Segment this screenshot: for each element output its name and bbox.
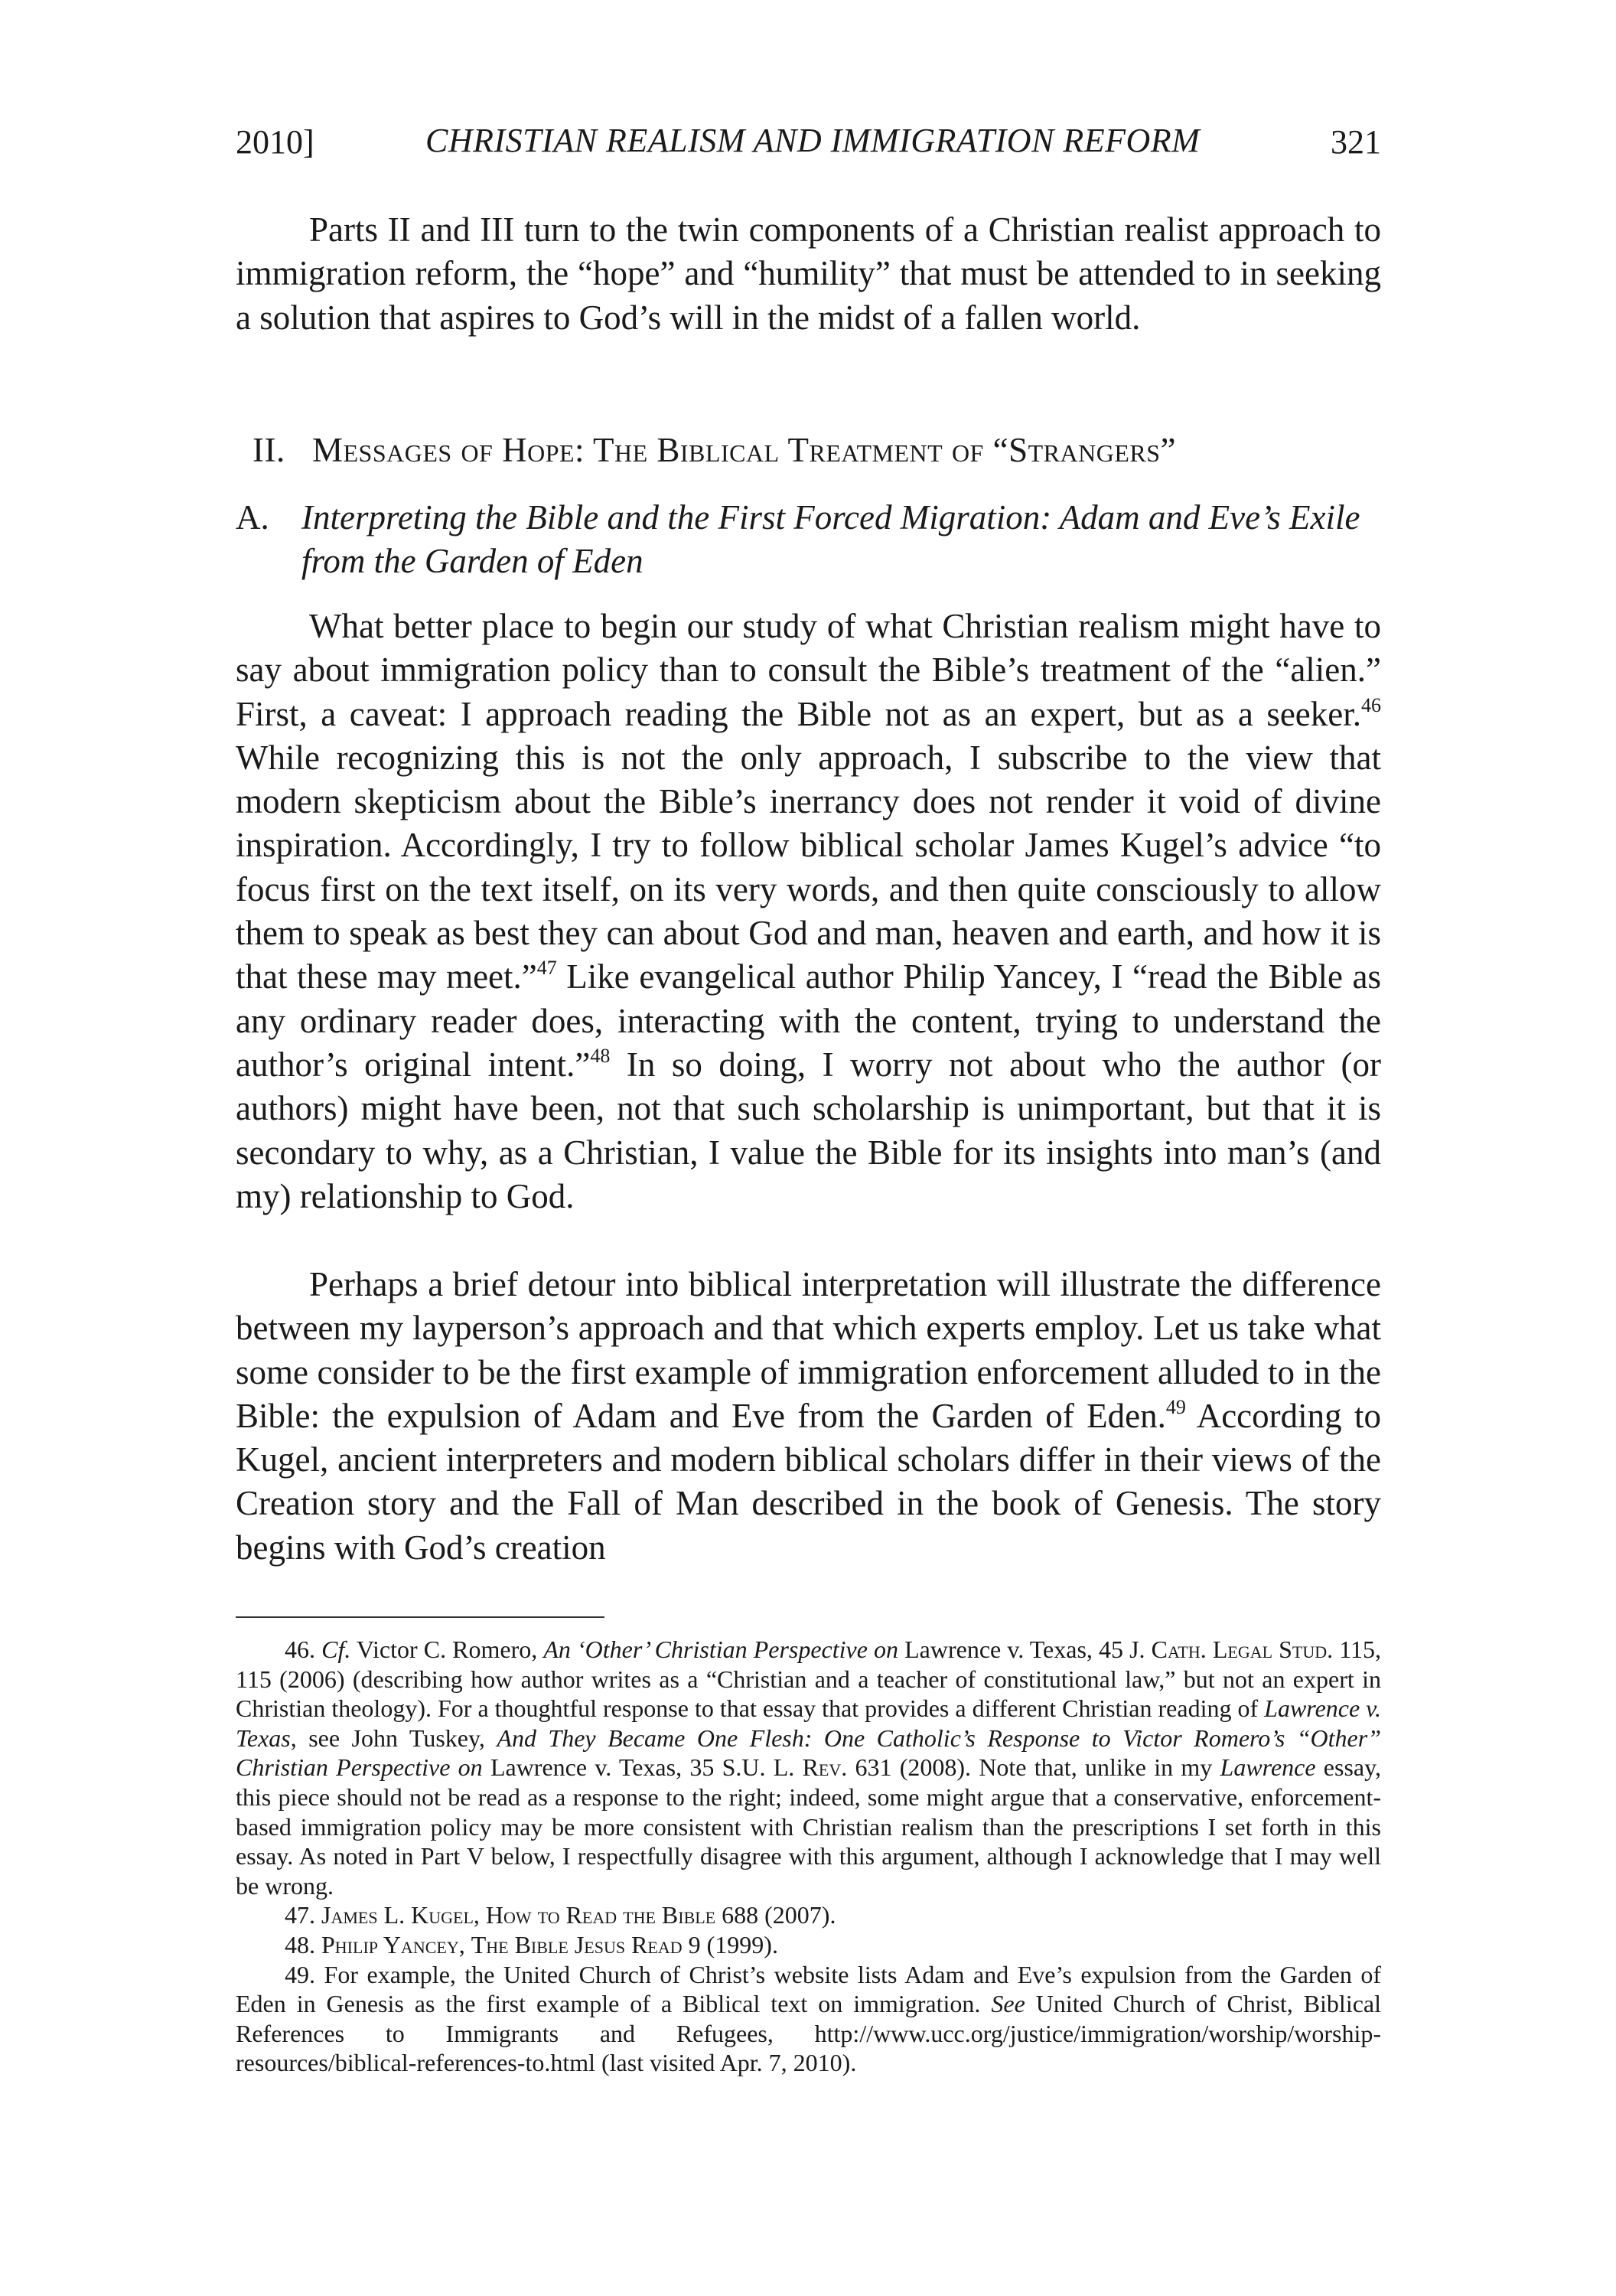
part-numeral: II. xyxy=(252,431,285,469)
footnote-ref-46[interactable]: 46 xyxy=(1361,693,1381,716)
fn48-sep: , xyxy=(458,1930,471,1958)
body-paragraph-2 xyxy=(236,1263,1381,1570)
footnote-number: 46. xyxy=(285,1636,315,1663)
fn49-text: United Church of Christ, Biblical References to Immigrants and Refugees, http://www.ucc.org/justice/immigration/worship/worship-resources/biblical-references-to.html (last visited Apr. 7, 2010). xyxy=(236,1990,1382,2077)
para1-text-a: What better place to begin our study of what Christian realism might have to say about immigration policy than to consult the Bible’s treatment of the “alien.” First, a caveat: I approach reading the Bible not as an expert, but as a seeker. xyxy=(236,607,1381,733)
fn47-cite: 688 (2007). xyxy=(715,1901,836,1929)
footnote-number: 49. xyxy=(285,1960,315,1988)
signal-see: See xyxy=(991,1990,1025,2018)
fn46-text: Lawrence v. Texas, 45 J. xyxy=(898,1636,1152,1663)
fn46-text: Victor C. Romero, xyxy=(350,1636,544,1663)
fn46-article-title: And They Became One Flesh: One Catholic’s Response to Victor Romero’s “Other” Christian Perspective on xyxy=(236,1724,1382,1782)
fn46-journal: Rev. xyxy=(802,1753,848,1782)
footnote-ref-48[interactable]: 48 xyxy=(590,1044,611,1067)
para2-text-a: Perhaps a brief detour into biblical interpretation will illustrate the difference between my layperson’s approach and that which experts employ. Let us take what some consider to be the first example of immigration enforcement alluded to in the Bible: the expulsion of Adam and Eve from the Garden of Eden. xyxy=(236,1265,1381,1435)
footnote-46 xyxy=(236,1635,1381,1900)
running-header xyxy=(236,115,1381,168)
fn46-text: essay, this piece should not be read as a response to the right; indeed, some might argue that a conservative, enforcement-based immigration policy may be more consistent with Christian realism than the prescriptions I set forth in this essay. As noted in Part V below, I respectfully disagree with this argument, although I acknowledge that I may well be wrong. xyxy=(236,1753,1382,1900)
footnote-ref-49[interactable]: 49 xyxy=(1165,1395,1186,1418)
fn47-sep: , xyxy=(473,1901,486,1929)
footnotes xyxy=(236,1635,1381,2078)
footnote-divider xyxy=(236,1616,604,1618)
footnote-number: 48. xyxy=(285,1930,315,1958)
fn47-title: How to Read the Bible xyxy=(485,1901,716,1929)
fn47-author: James L. Kugel xyxy=(321,1901,474,1929)
fn46-text: 115, 115 (2006) (describing how author writes as a “Christian and a teacher of constitutional law,” but not an expert in Christian theology). For a thoughtful response to that essay that provides a different Christian reading of xyxy=(236,1636,1382,1723)
running-title: CHRISTIAN REALISM AND IMMIGRATION REFORM xyxy=(425,122,1201,159)
fn46-text: , see John Tuskey, xyxy=(290,1724,497,1752)
section-heading xyxy=(236,496,1381,583)
footnote-49 xyxy=(236,1960,1381,2078)
fn46-text: Lawrence v. Texas, 35 S.U. L. xyxy=(482,1753,803,1782)
fn46-case-name: Lawrence xyxy=(1220,1753,1316,1782)
fn48-title: The Bible Jesus Read xyxy=(471,1930,683,1958)
signal-cf: Cf. xyxy=(321,1636,351,1663)
body-paragraph-1 xyxy=(236,605,1381,1218)
fn46-case-name: Lawrence v. Texas xyxy=(236,1694,1382,1752)
fn48-cite: 9 (1999). xyxy=(682,1930,778,1958)
fn49-text: For example, the United Church of Christ’s website lists Adam and Eve’s expulsion from the Garden of Eden in Genesis as the first example of a Biblical text on immigration. xyxy=(236,1960,1381,2018)
part-title: Messages of Hope: The Biblical Treatment of “Strangers” xyxy=(311,431,1176,469)
footnote-ref-47[interactable]: 47 xyxy=(536,957,557,980)
para2-text-b: According to Kugel, ancient interpreters and modern biblical scholars differ in their views of the Creation story and the Fall of Man described in the book of Genesis. The story begins with God’s creation xyxy=(236,1396,1382,1567)
page-number: 321 xyxy=(1331,123,1381,161)
fn46-journal: Cath. Legal Stud. xyxy=(1151,1636,1334,1663)
footnote-48 xyxy=(236,1930,1381,1960)
para1-text-c: Like evangelical author Philip Yancey, I “read the Bible as any ordinary reader does, interacting with the content, trying to understand the author’s original intent.” xyxy=(236,957,1382,1084)
para1-text-b: While recognizing this is not the only approach, I subscribe to the view that modern skepticism about the Bible’s inerrancy does not render it void of divine inspiration. Accordingly, I try to follow biblical scholar James Kugel’s advice “to focus first on the text itself, on its very words, and then quite consciously to allow them to speak as best they can about God and man, heaven and earth, and how it is that these may meet.” xyxy=(236,738,1381,996)
fn46-text: 631 (2008). Note that, unlike in my xyxy=(847,1753,1220,1782)
intro-paragraph: Parts II and III turn to the twin components of a Christian realist approach to immigration reform, the “hope” and “humility” that must be attended to in seeking a solution that aspires to God’s will in the midst of a fallen world. xyxy=(236,210,1381,337)
part-heading xyxy=(252,430,1398,470)
section-letter: A. xyxy=(236,498,269,536)
para1-text-d: In so doing, I worry not about who the author (or authors) might have been, not that such scholarship is unimportant, but that it is secondary to why, as a Christian, I value the Bible for its insights into man’s (and my) relationship to God. xyxy=(236,1045,1381,1215)
section-title: Interpreting the Bible and the First Forced Migration: Adam and Eve’s Exile from the Garden of Eden xyxy=(301,498,1360,580)
footnote-number: 47. xyxy=(285,1901,315,1929)
footnote-47 xyxy=(236,1900,1381,1930)
fn46-article-title: An ‘Other’ Christian Perspective on xyxy=(543,1636,899,1663)
volume-year: 2010] xyxy=(236,123,314,161)
fn48-author: Philip Yancey xyxy=(321,1930,459,1958)
